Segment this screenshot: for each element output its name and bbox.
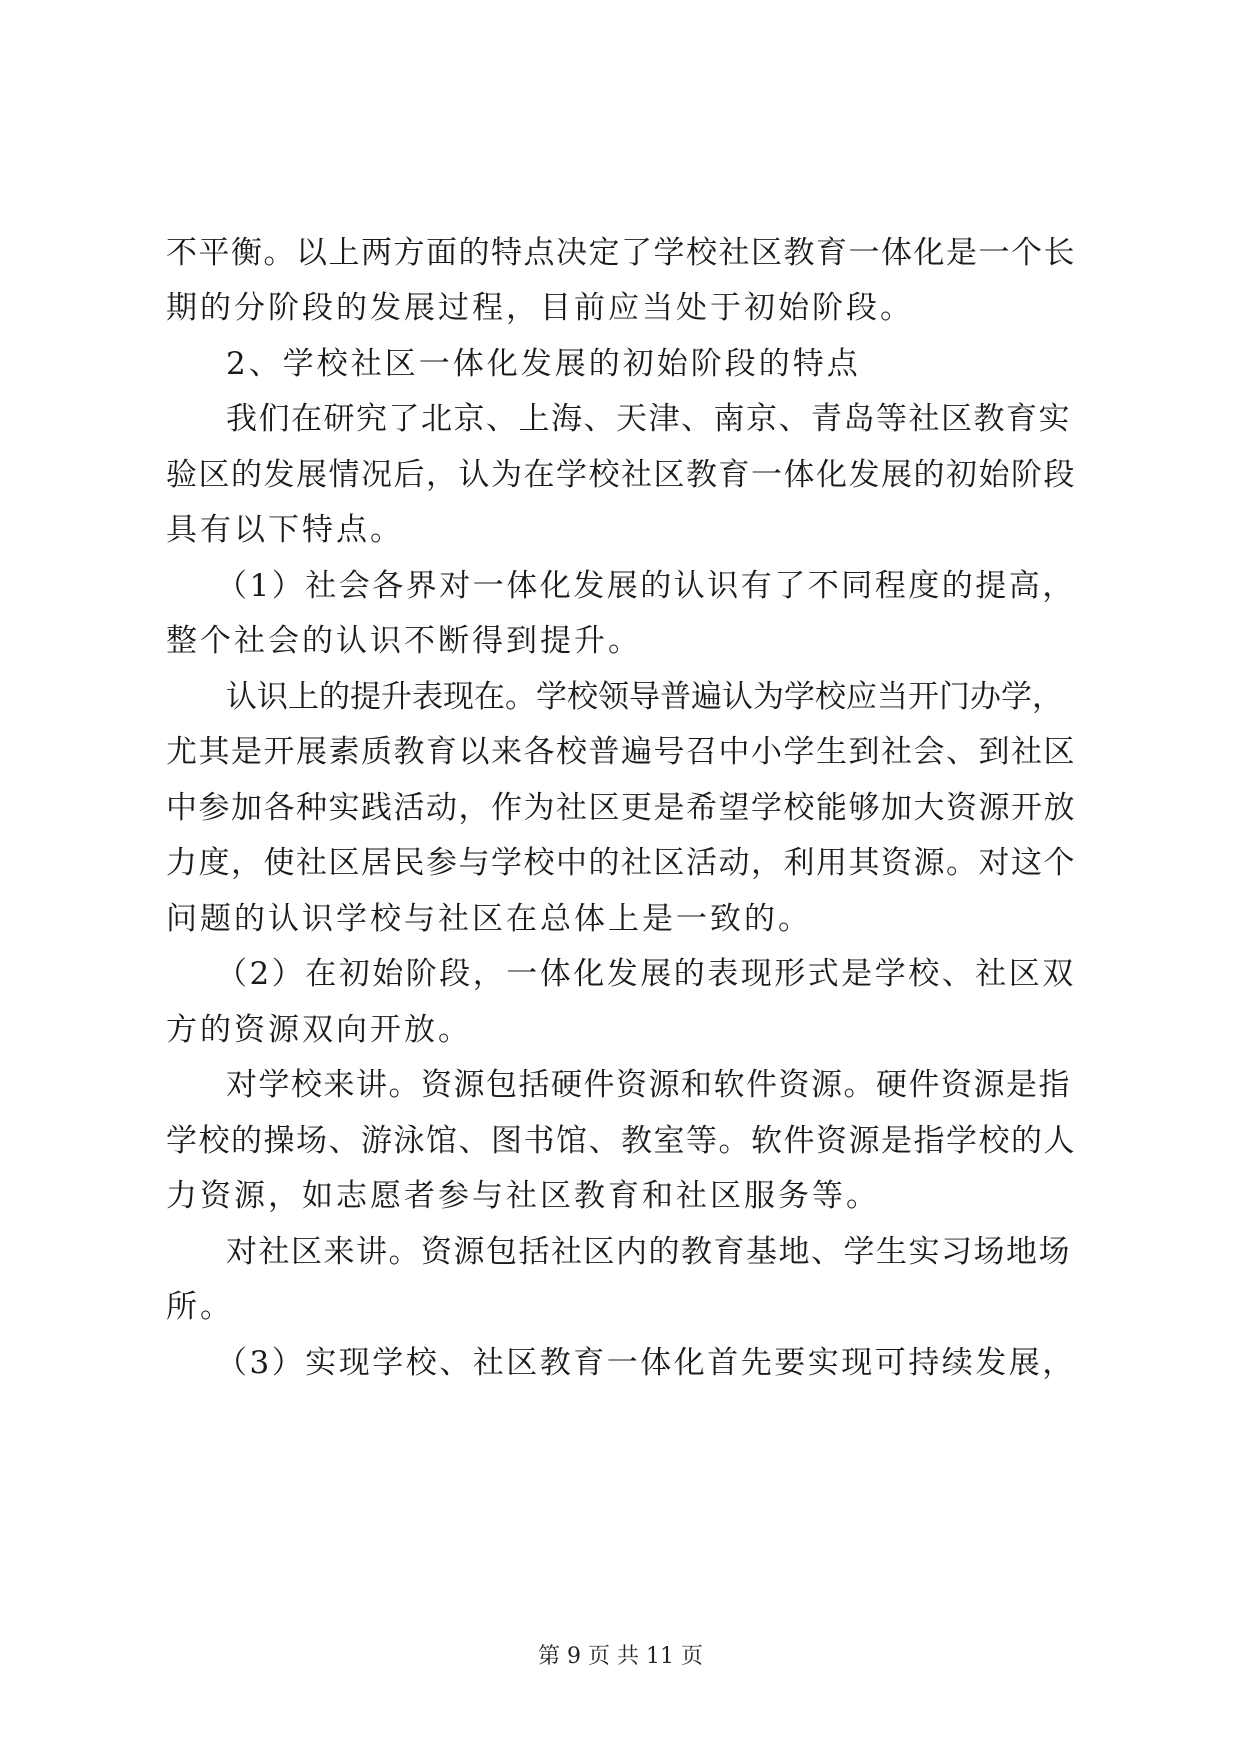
text-line: 对社区来讲。资源包括社区内的教育基地、学生实习场地场 [226, 1234, 1071, 1270]
text-line: 所。 [166, 1289, 234, 1325]
text-line: 方的资源双向开放。 [166, 1012, 472, 1048]
text-line: 验区的发展情况后，认为在学校社区教育一体化发展的初始阶段 [166, 457, 1076, 493]
text-line: 对学校来讲。资源包括硬件资源和软件资源。硬件资源是指 [226, 1067, 1071, 1103]
page-number-footer: 第 9 页 共 11 页 [538, 1644, 703, 1669]
text-line: 学校的操场、游泳馆、图书馆、教室等。软件资源是指学校的人 [166, 1123, 1076, 1159]
list-item-heading: （2）在初始阶段，一体化发展的表现形式是学校、社区双 [216, 956, 1076, 992]
text-line: 整个社会的认识不断得到提升。 [166, 623, 642, 659]
text-line: 力资源，如志愿者参与社区教育和社区服务等。 [166, 1178, 880, 1214]
text-line: 认识上的提升表现在。学校领导普遍认为学校应当开门办学， [226, 679, 1063, 715]
text-line: 尤其是开展素质教育以来各校普遍号召中小学生到社会、到社区 [166, 734, 1076, 770]
text-line: 问题的认识学校与社区在总体上是一致的。 [166, 901, 812, 937]
text-line: 具有以下特点。 [166, 512, 404, 548]
text-line: 中参加各种实践活动，作为社区更是希望学校能够加大资源开放 [166, 790, 1076, 826]
text-line: 不平衡。以上两方面的特点决定了学校社区教育一体化是一个长 [166, 235, 1076, 271]
text-line: 我们在研究了北京、上海、天津、南京、青岛等社区教育实 [226, 401, 1071, 437]
text-line: 力度，使社区居民参与学校中的社区活动，利用其资源。对这个 [166, 845, 1076, 881]
section-heading: 2、学校社区一体化发展的初始阶段的特点 [226, 346, 861, 382]
list-item-heading: （1）社会各界对一体化发展的认识有了不同程度的提高， [216, 568, 1076, 604]
text-line: 期的分阶段的发展过程，目前应当处于初始阶段。 [166, 290, 914, 326]
list-item-heading: （3）实现学校、社区教育一体化首先要实现可持续发展， [216, 1345, 1076, 1381]
